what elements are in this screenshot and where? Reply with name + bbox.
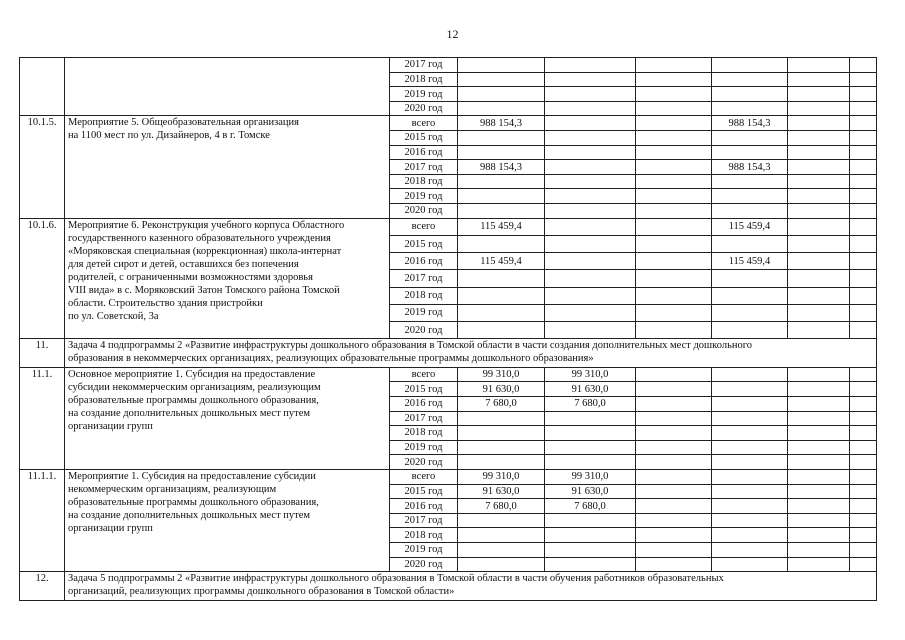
value-cell (545, 131, 636, 146)
value-cell (850, 87, 877, 102)
value-cell (788, 304, 850, 321)
row-number: 11.1. (20, 367, 65, 469)
value-cell (712, 396, 788, 411)
value-cell (788, 513, 850, 528)
total-cell (458, 72, 545, 87)
year-cell: 2020 год (390, 101, 458, 116)
total-cell (458, 189, 545, 204)
value-cell (636, 367, 712, 382)
year-cell: 2016 год (390, 499, 458, 514)
year-cell: 2016 год (390, 396, 458, 411)
value-cell (850, 304, 877, 321)
total-cell (458, 321, 545, 338)
row-number: 10.1.6. (20, 218, 65, 338)
row-description (65, 58, 390, 116)
year-cell: 2019 год (390, 304, 458, 321)
value-cell (636, 484, 712, 499)
value-cell (788, 145, 850, 160)
value-cell: 99 310,0 (545, 470, 636, 485)
value-cell (712, 321, 788, 338)
task-description: Задача 5 подпрограммы 2 «Развитие инфраструктуры дошкольного образования в Томской области в части обучения работников образовательных организаций, реализующих программы дошкольного образования в Томской области» (65, 572, 877, 601)
year-cell: 2015 год (390, 131, 458, 146)
value-cell: 7 680,0 (545, 499, 636, 514)
value-cell: 988 154,3 (712, 116, 788, 131)
value-cell (636, 253, 712, 270)
value-cell (788, 470, 850, 485)
value-cell (545, 87, 636, 102)
value-cell (850, 160, 877, 175)
value-cell (545, 204, 636, 219)
total-cell: 988 154,3 (458, 116, 545, 131)
value-cell (850, 528, 877, 543)
value-cell (636, 72, 712, 87)
value-cell (636, 218, 712, 235)
value-cell (850, 116, 877, 131)
total-cell (458, 235, 545, 252)
year-cell: 2019 год (390, 189, 458, 204)
value-cell (788, 543, 850, 558)
value-cell (788, 189, 850, 204)
value-cell (545, 321, 636, 338)
value-cell (712, 101, 788, 116)
value-cell (636, 513, 712, 528)
year-cell: всего (390, 470, 458, 485)
total-cell: 99 310,0 (458, 470, 545, 485)
value-cell (636, 304, 712, 321)
value-cell (712, 131, 788, 146)
value-cell (788, 396, 850, 411)
total-cell: 7 680,0 (458, 499, 545, 514)
year-cell: всего (390, 116, 458, 131)
year-cell: 2020 год (390, 455, 458, 470)
value-cell (850, 543, 877, 558)
value-cell (850, 287, 877, 304)
year-cell: 2018 год (390, 174, 458, 189)
value-cell (712, 513, 788, 528)
total-cell (458, 543, 545, 558)
value-cell (850, 513, 877, 528)
value-cell (712, 528, 788, 543)
row-description: Основное мероприятие 1. Субсидия на предоставление субсидии некоммерческим организациям, реализующим образовательные программы дошкольного образования, на создание дополнительных дошкольных мест путем организации групп (65, 367, 390, 469)
value-cell (712, 382, 788, 397)
total-cell: 91 630,0 (458, 484, 545, 499)
value-cell (850, 218, 877, 235)
year-cell: 2015 год (390, 484, 458, 499)
year-cell: 2017 год (390, 411, 458, 426)
total-cell (458, 204, 545, 219)
value-cell (712, 426, 788, 441)
value-cell (545, 174, 636, 189)
value-cell (788, 253, 850, 270)
value-cell (545, 440, 636, 455)
value-cell (850, 382, 877, 397)
value-cell (636, 204, 712, 219)
row-number: 10.1.5. (20, 116, 65, 218)
year-cell: 2018 год (390, 528, 458, 543)
table-row (20, 58, 877, 73)
value-cell (636, 160, 712, 175)
value-cell (712, 470, 788, 485)
value-cell (545, 287, 636, 304)
value-cell (788, 321, 850, 338)
value-cell (545, 270, 636, 287)
value-cell (545, 160, 636, 175)
value-cell (636, 174, 712, 189)
total-cell (458, 287, 545, 304)
value-cell (545, 543, 636, 558)
value-cell (545, 455, 636, 470)
value-cell (850, 58, 877, 73)
table-row (20, 116, 877, 131)
total-cell (458, 426, 545, 441)
value-cell (636, 470, 712, 485)
value-cell: 115 459,4 (712, 218, 788, 235)
value-cell (712, 499, 788, 514)
value-cell (636, 145, 712, 160)
value-cell (712, 204, 788, 219)
total-cell (458, 411, 545, 426)
value-cell (788, 440, 850, 455)
total-cell: 7 680,0 (458, 396, 545, 411)
value-cell (545, 253, 636, 270)
value-cell (850, 174, 877, 189)
value-cell (788, 287, 850, 304)
value-cell (788, 528, 850, 543)
value-cell (712, 455, 788, 470)
value-cell (850, 72, 877, 87)
value-cell (545, 513, 636, 528)
total-cell (458, 528, 545, 543)
value-cell (850, 367, 877, 382)
value-cell (850, 235, 877, 252)
value-cell (788, 131, 850, 146)
value-cell (712, 270, 788, 287)
value-cell: 91 630,0 (545, 484, 636, 499)
year-cell: 2019 год (390, 543, 458, 558)
value-cell (850, 470, 877, 485)
year-cell: 2020 год (390, 204, 458, 219)
value-cell (636, 528, 712, 543)
value-cell: 91 630,0 (545, 382, 636, 397)
value-cell (850, 321, 877, 338)
value-cell (850, 101, 877, 116)
total-cell (458, 174, 545, 189)
value-cell (850, 189, 877, 204)
year-cell: 2018 год (390, 426, 458, 441)
table-row (20, 367, 877, 382)
value-cell (850, 270, 877, 287)
year-cell: 2019 год (390, 440, 458, 455)
value-cell (545, 235, 636, 252)
value-cell (788, 557, 850, 572)
value-cell (712, 189, 788, 204)
value-cell (712, 543, 788, 558)
value-cell (636, 235, 712, 252)
value-cell (545, 116, 636, 131)
value-cell (788, 160, 850, 175)
value-cell (636, 287, 712, 304)
program-funding-table (19, 57, 877, 601)
value-cell (712, 235, 788, 252)
value-cell (850, 396, 877, 411)
total-cell: 115 459,4 (458, 253, 545, 270)
value-cell (636, 411, 712, 426)
value-cell (712, 72, 788, 87)
value-cell (712, 287, 788, 304)
value-cell (545, 189, 636, 204)
task-row (20, 339, 877, 368)
row-description: Мероприятие 6. Реконструкция учебного корпуса Областного государственного казенного образовательного учреждения «Моряковская специальная (коррекционная) школа-интернат для детей сирот и детей, оставшихся без попечения родителей, с ограниченными возможностями здоровья VIII вида» в с. Моряковский Затон Томского района Томской области. Строительство здания пристройки по ул. Советской, 3а (65, 218, 390, 338)
total-cell (458, 440, 545, 455)
year-cell: 2018 год (390, 72, 458, 87)
value-cell (545, 557, 636, 572)
year-cell: 2017 год (390, 160, 458, 175)
total-cell (458, 87, 545, 102)
table-row (20, 218, 877, 235)
value-cell (636, 440, 712, 455)
value-cell (788, 204, 850, 219)
value-cell (712, 367, 788, 382)
row-description: Мероприятие 5. Общеобразовательная организация на 1100 мест по ул. Дизайнеров, 4 в г. Томске (65, 116, 390, 218)
year-cell: 2018 год (390, 287, 458, 304)
value-cell (850, 484, 877, 499)
value-cell (712, 174, 788, 189)
year-cell: 2015 год (390, 235, 458, 252)
value-cell (712, 557, 788, 572)
total-cell (458, 455, 545, 470)
value-cell (636, 58, 712, 73)
total-cell: 91 630,0 (458, 382, 545, 397)
total-cell: 99 310,0 (458, 367, 545, 382)
total-cell (458, 304, 545, 321)
value-cell (850, 145, 877, 160)
value-cell (850, 204, 877, 219)
value-cell (636, 116, 712, 131)
total-cell (458, 513, 545, 528)
value-cell (636, 87, 712, 102)
year-cell: 2016 год (390, 253, 458, 270)
total-cell (458, 131, 545, 146)
year-cell: 2020 год (390, 321, 458, 338)
value-cell (636, 499, 712, 514)
total-cell (458, 557, 545, 572)
value-cell (712, 304, 788, 321)
value-cell (850, 411, 877, 426)
value-cell (788, 411, 850, 426)
value-cell: 115 459,4 (712, 253, 788, 270)
value-cell (788, 58, 850, 73)
value-cell: 988 154,3 (712, 160, 788, 175)
value-cell (712, 145, 788, 160)
year-cell: 2015 год (390, 382, 458, 397)
value-cell (850, 426, 877, 441)
year-cell: 2016 год (390, 145, 458, 160)
value-cell: 7 680,0 (545, 396, 636, 411)
value-cell (788, 270, 850, 287)
year-cell: 2017 год (390, 58, 458, 73)
value-cell (636, 543, 712, 558)
task-description: Задача 4 подпрограммы 2 «Развитие инфраструктуры дошкольного образования в Томской области в части создания дополнительных мест дошкольного образования в некоммерческих организациях, реализующих образовательные программы дошкольного образования» (65, 339, 877, 368)
value-cell (788, 116, 850, 131)
row-number: 12. (20, 572, 65, 601)
value-cell (636, 557, 712, 572)
value-cell (545, 72, 636, 87)
value-cell (636, 270, 712, 287)
total-cell: 115 459,4 (458, 218, 545, 235)
value-cell (788, 101, 850, 116)
task-row (20, 572, 877, 601)
value-cell (636, 131, 712, 146)
value-cell (545, 411, 636, 426)
value-cell (545, 218, 636, 235)
value-cell (712, 58, 788, 73)
value-cell (636, 189, 712, 204)
value-cell (788, 484, 850, 499)
year-cell: 2017 год (390, 513, 458, 528)
page-number: 12 (446, 27, 459, 41)
value-cell (712, 484, 788, 499)
value-cell (545, 304, 636, 321)
year-cell: всего (390, 218, 458, 235)
year-cell: всего (390, 367, 458, 382)
row-description: Мероприятие 1. Субсидия на предоставление субсидии некоммерческим организациям, реализующим образовательные программы дошкольного образования, на создание дополнительных дошкольных мест путем организации групп (65, 470, 390, 572)
value-cell (712, 87, 788, 102)
value-cell (788, 367, 850, 382)
year-cell: 2020 год (390, 557, 458, 572)
value-cell (636, 382, 712, 397)
value-cell (636, 321, 712, 338)
value-cell (788, 87, 850, 102)
value-cell (545, 101, 636, 116)
value-cell (636, 455, 712, 470)
value-cell (788, 235, 850, 252)
value-cell (788, 426, 850, 441)
value-cell (788, 382, 850, 397)
value-cell (636, 396, 712, 411)
table-row (20, 470, 877, 485)
row-number: 11. (20, 339, 65, 368)
value-cell (636, 101, 712, 116)
row-number (20, 58, 65, 116)
value-cell (712, 440, 788, 455)
row-number: 11.1.1. (20, 470, 65, 572)
value-cell (788, 72, 850, 87)
total-cell (458, 270, 545, 287)
value-cell (545, 426, 636, 441)
value-cell (788, 455, 850, 470)
total-cell: 988 154,3 (458, 160, 545, 175)
value-cell (788, 174, 850, 189)
value-cell (788, 218, 850, 235)
value-cell (850, 499, 877, 514)
value-cell (850, 557, 877, 572)
total-cell (458, 145, 545, 160)
value-cell (545, 58, 636, 73)
value-cell (712, 411, 788, 426)
total-cell (458, 58, 545, 73)
value-cell (545, 528, 636, 543)
year-cell: 2017 год (390, 270, 458, 287)
value-cell (850, 253, 877, 270)
value-cell (850, 131, 877, 146)
value-cell (788, 499, 850, 514)
value-cell (545, 145, 636, 160)
value-cell (636, 426, 712, 441)
value-cell (850, 455, 877, 470)
total-cell (458, 101, 545, 116)
value-cell (850, 440, 877, 455)
year-cell: 2019 год (390, 87, 458, 102)
value-cell: 99 310,0 (545, 367, 636, 382)
